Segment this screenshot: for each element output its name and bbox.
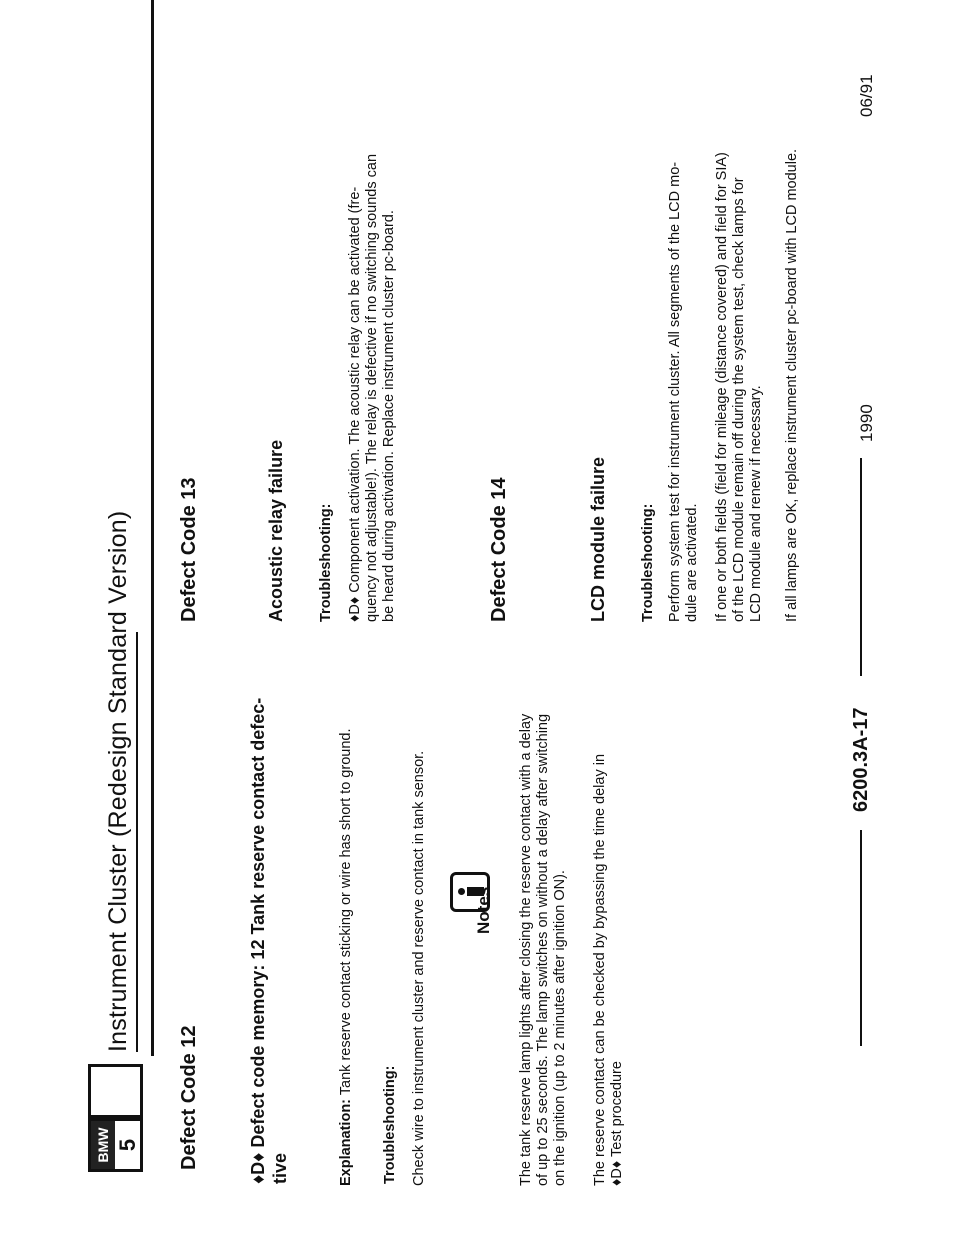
notes-p2-line: ♦D♦ Test procedure [609,1061,625,1186]
code14-p1-line: dule are activated. [684,503,700,622]
header-rule-left [860,830,862,1046]
acoustic-relay-heading: Acoustic relay failure [266,439,286,622]
notes-p1-line: The tank reserve lamp lights after closing the reserve contact with a delay [518,713,534,1186]
defect-code-13-heading: Defect Code 13 [178,477,200,622]
code14-paragraph-2 [714,152,765,622]
notes-p1-line: of up to 25 seconds. The lamp switches on without a delay after switching [535,713,551,1186]
defect-memory-line1: ♦D♦ Defect code memory: 12 Tank reserve contact defec- [248,697,268,1184]
code14-p2-line: of the LCD module remain off during the system test, check lamps for [731,177,747,622]
code14-paragraph-1 [667,162,701,622]
troubleshooting-text-12: Check wire to instrument cluster and reserve contact in tank sensor. [411,750,427,1186]
code14-p3-line: If all lamps are OK, replace instrument cluster pc-board with LCD module. [784,148,800,622]
title-underline [136,632,138,1052]
code14-p1-line: Perform system test for instrument cluster. All segments of the LCD mo- [667,161,683,622]
code14-p2-line: If one or both fields (field for mileage (distance covered) and field for SIA) [714,152,730,622]
code14-p2-line: LCD module and renew if necessary. [748,385,764,622]
troubleshooting-label-12: Troubleshooting: [382,1065,398,1184]
header-vertical-rule [151,0,154,1056]
code13-text [347,154,398,622]
page-title: Instrument Cluster (Redesign Standard Version) [104,510,132,1052]
notes-heading: Notes [474,886,493,934]
explanation-line [338,729,355,1186]
bmw-series-badge [88,1118,143,1172]
header-date: 06/91 [857,74,876,117]
bmw-badge-label: BMW [91,1121,115,1169]
bmw-badge-number: 5 [115,1138,140,1152]
troubleshooting-label-14: Troubleshooting: [640,503,656,622]
lcd-module-heading: LCD module failure [588,456,608,622]
explanation-text: Tank reserve contact sticking or wire has short to ground. [338,728,354,1099]
explanation-label: Explanation: [338,1098,354,1186]
header-year: 1990 [857,404,876,442]
header-page-number: 6200.3A-17 [850,707,872,812]
header-rule-right [860,458,862,676]
code13-line: be heard during activation. Replace instrument cluster pc-board. [381,210,397,622]
notes-p1-line: on the ignition (up to 2 minutes after ignition ON). [552,870,568,1186]
code13-line: quency not adjustable!). The relay is defective if no switching sounds can [364,153,380,622]
code13-line: ♦D♦ Component activation. The acoustic relay can be activated (fre- [347,186,363,622]
defect-code-14-heading: Defect Code 14 [488,477,510,622]
notes-paragraph-1 [518,714,569,1186]
troubleshooting-label-13: Troubleshooting: [318,503,334,622]
defect-memory-line2: tive [270,1152,290,1184]
defect-code-12-heading: Defect Code 12 [178,1025,200,1170]
notes-p2-line: The reserve contact can be checked by bypassing the time delay in [592,753,608,1186]
code14-paragraph-3 [784,149,801,622]
notes-paragraph-2 [592,754,626,1186]
blank-badge-box [88,1064,143,1118]
